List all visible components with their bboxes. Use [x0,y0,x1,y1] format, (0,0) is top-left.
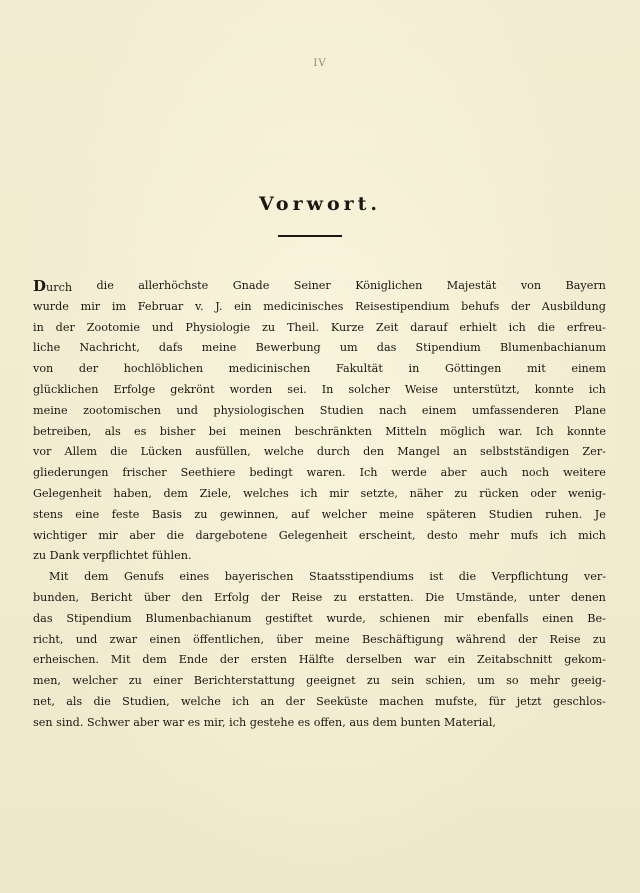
text-line: zu Dank verpflichtet fühlen. [33,549,192,563]
text-line: net, als die Studien, welche ich an der Seeküste machen mufste, für jetzt geschlos- [33,694,606,708]
text-line: vor Allem die Lücken ausfüllen, welche durch den Mangel an selbstständigen Zer- [33,445,606,459]
text-line: meine zootomischen und physiologischen Studien nach einem umfassenderen Plane [33,403,606,417]
text-line: bunden, Bericht über den Erfolg der Reise zu erstatten. Die Umstände, unter denen [33,590,606,604]
text-line: gliederungen frischer Seethiere bedingt waren. Ich werde aber auch noch weitere [33,466,606,480]
text-line: men, welcher zu einer Berichterstattung geeignet zu sein schien, um so mehr geeig- [33,674,606,688]
text-line: Gelegenheit haben, dem Ziele, welches ich mir setzte, näher zu rücken oder wenig- [33,486,606,500]
text-line: sen sind. Schwer aber war es mir, ich gestehe es offen, aus dem bunten Material, [33,715,496,729]
page-title: Vorwort. [258,193,382,215]
title-rule [278,235,342,237]
text-line: stens eine feste Basis zu gewinnen, auf welcher meine späteren Studien ruhen. Je [33,507,606,521]
text-line: Durch die allerhöchste Gnade Seiner Königlichen Majestät von Bayern [33,277,606,295]
text-line: wichtiger mir aber die dargebotene Gelegenheit erscheint, desto mehr mufs ich mich [33,528,606,542]
text-line: betreiben, als es bisher bei meinen beschränkten Mitteln möglich war. Ich konnte [33,424,606,438]
text-line: glücklichen Erfolge gekrönt worden sei. In solcher Weise unterstützt, konnte ich [33,382,606,396]
text-line: erheischen. Mit dem Ende der ersten Hälfte derselben war ein Zeitabschnitt gekom- [33,653,606,667]
text-line: Mit dem Genufs eines bayerischen Staatsstipendiums ist die Verpflichtung ver- [49,570,606,584]
text-line: von der hochlöblichen medicinischen Fakultät in Göttingen mit einem [33,362,606,376]
text-line: wurde mir im Februar v. J. ein medicinisches Reisestipendium behufs der Ausbildung [33,299,606,313]
page-number: IV [313,58,327,69]
body-text [33,276,606,734]
text-line: liche Nachricht, dafs meine Bewerbung um das Stipendium Blumenbachianum [33,341,606,355]
text-line: in der Zootomie und Physiologie zu Theil. Kurze Zeit darauf erhielt ich die erfreu- [33,320,606,334]
text-line: das Stipendium Blumenbachianum gestiftet wurde, schienen mir ebenfalls einen Be- [33,611,606,625]
text-line: richt, und zwar einen öffentlichen, über meine Beschäftigung während der Reise zu [33,632,606,646]
